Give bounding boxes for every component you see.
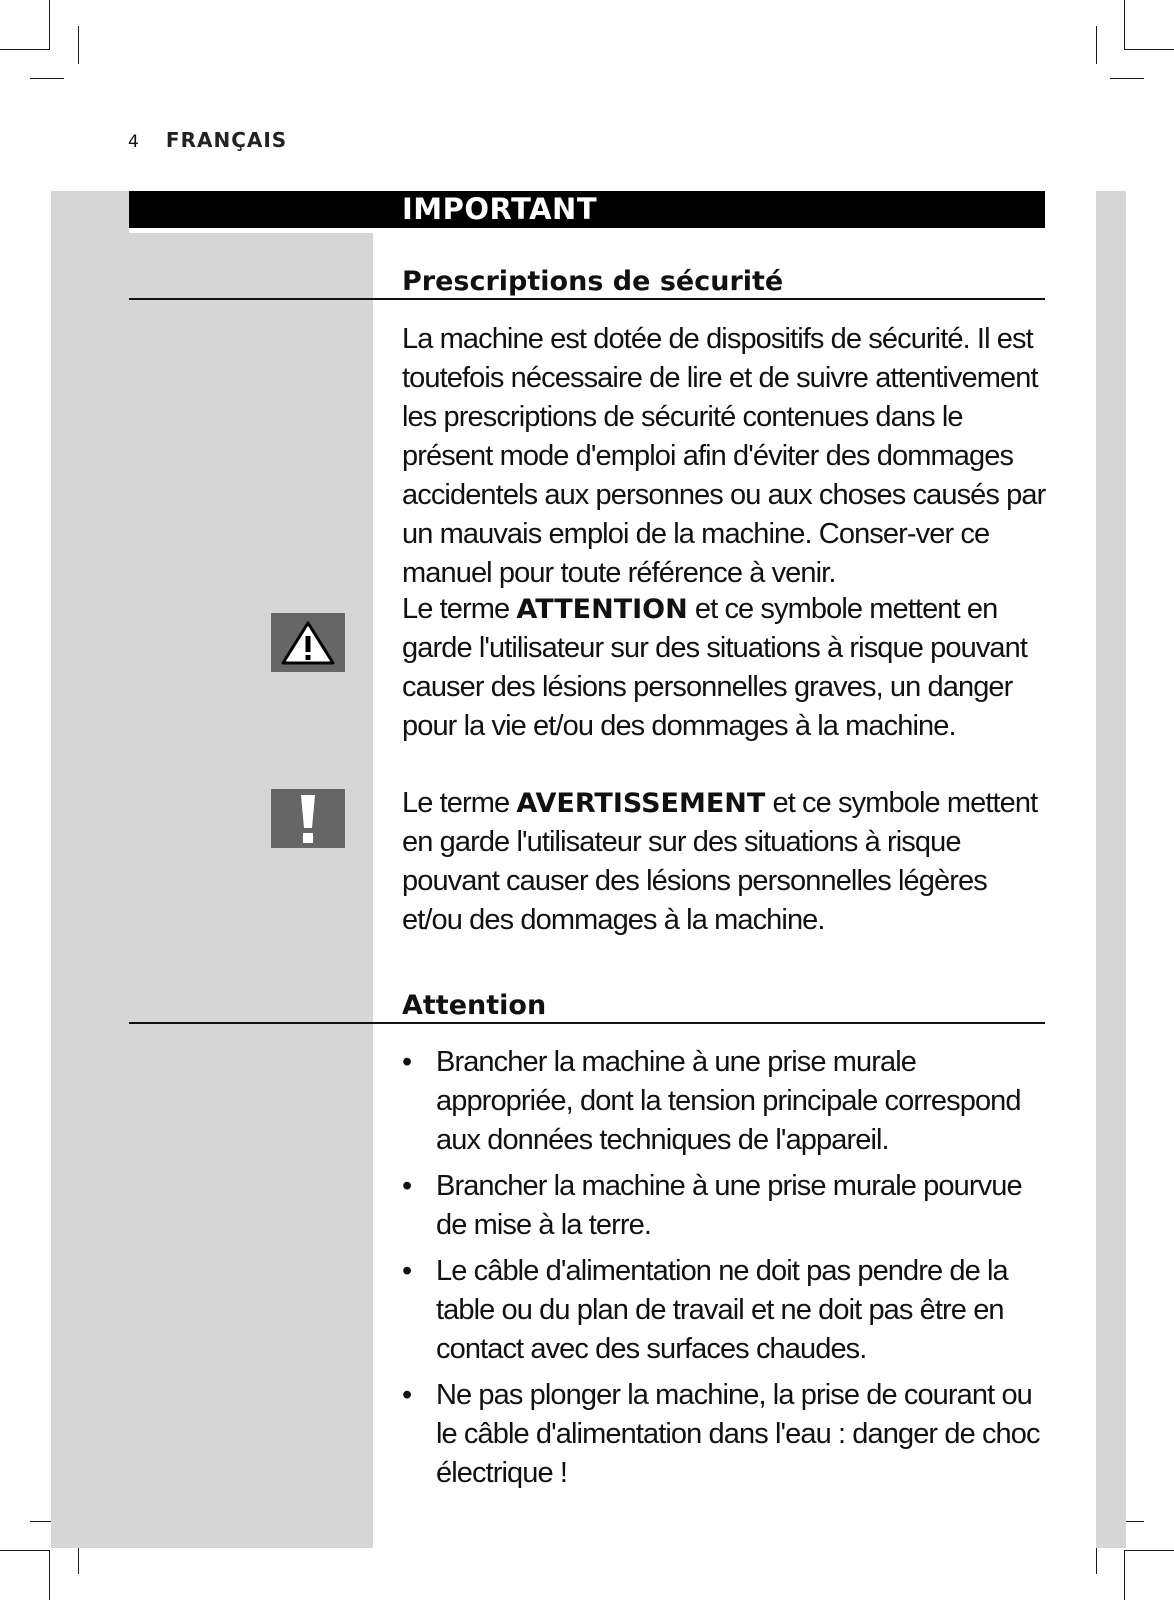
bullet-icon: • xyxy=(402,1255,412,1287)
crop-mark xyxy=(78,26,79,64)
crop-mark xyxy=(49,0,50,50)
left-margin-column xyxy=(51,191,373,1548)
language-label: FRANÇAIS xyxy=(165,128,288,152)
warning-paragraph: Le terme AVERTISSEMENT et ce symbole mettent en garde l'utilisateur sur des situations à risque pouvant causer des lésions personnelles légères et/ou des dommages à la machine. xyxy=(402,787,1038,936)
exclamation-icon xyxy=(271,789,345,848)
crop-mark xyxy=(1096,26,1097,64)
list-item: • Brancher la machine à une prise murale pourvue de mise à la terre. xyxy=(402,1167,1047,1245)
crop-mark xyxy=(1124,1550,1174,1551)
right-edge-strip xyxy=(1096,191,1126,1548)
list-item: • Ne pas plonger la machine, la prise de courant ou le câble d'alimentation dans l'eau : danger de choc électrique ! xyxy=(402,1376,1047,1493)
crop-mark xyxy=(49,1550,50,1600)
list-item: • Brancher la machine à une prise murale appropriée, dont la tension principale correspond aux données techniques de l'appareil. xyxy=(402,1043,1047,1160)
crop-mark xyxy=(0,49,50,50)
page-number: 4 xyxy=(128,132,139,152)
crop-mark xyxy=(0,1550,50,1551)
bullet-icon: • xyxy=(402,1379,412,1411)
crop-mark xyxy=(1124,0,1125,50)
section-title-attention: Attention xyxy=(402,990,547,1021)
crop-mark xyxy=(1110,78,1144,79)
bullet-icon: • xyxy=(402,1046,412,1078)
important-title: IMPORTANT xyxy=(402,192,598,226)
page-header xyxy=(128,128,287,152)
bullet-icon: • xyxy=(402,1170,412,1202)
crop-mark xyxy=(1124,49,1174,50)
crop-mark xyxy=(1124,1550,1125,1600)
intro-paragraph: La machine est dotée de dispositifs de sécurité. Il est toutefois nécessaire de lire et de suivre attentivement les prescriptions de sécurité contenues dans le présent mode d'emploi afin d'éviter des dommages accidentels aux personnes ou aux choses causés par un mauvais emploi de la machine. Conser-ver ce manuel pour toute référence à venir. xyxy=(402,323,1046,589)
warning-term: AVERTISSEMENT xyxy=(516,788,766,819)
section-rule xyxy=(129,1022,1045,1024)
section-title-safety: Prescriptions de sécurité xyxy=(402,266,784,297)
list-item: • Le câble d'alimentation ne doit pas pendre de la table ou du plan de travail et ne doit pas être en contact avec des surfaces chaudes. xyxy=(402,1252,1047,1369)
section-rule xyxy=(129,298,1045,300)
attention-term: ATTENTION xyxy=(516,594,688,625)
attention-paragraph: Le terme ATTENTION et ce symbole mettent en garde l'utilisateur sur des situations à risque pouvant causer des lésions personnelles graves, un danger pour la vie et/ou des dommages à la machine. xyxy=(402,593,1028,742)
warning-triangle-icon xyxy=(271,613,345,672)
attention-list xyxy=(402,1043,1047,1500)
important-banner xyxy=(129,191,1045,228)
crop-mark xyxy=(30,78,64,79)
